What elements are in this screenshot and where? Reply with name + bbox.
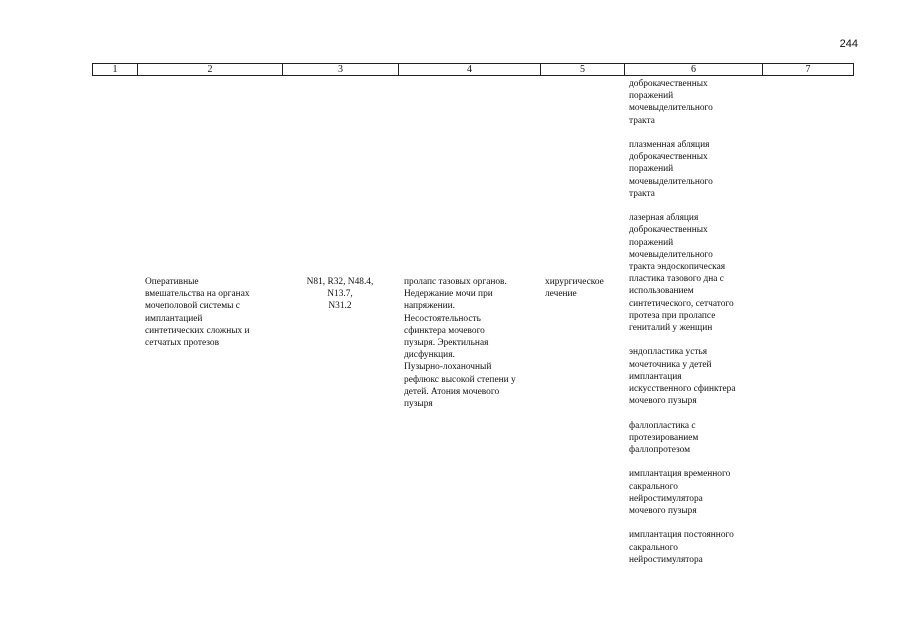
treatment-methods-cell bbox=[629, 78, 759, 566]
page-number: 244 bbox=[839, 38, 858, 50]
column-header-5: 5 bbox=[540, 64, 624, 75]
treatment-type-cell: хирургическое лечение bbox=[545, 277, 604, 300]
column-header-6: 6 bbox=[624, 64, 762, 75]
treatment-method-item: доброкачественных поражений мочевыделительного тракта bbox=[629, 79, 713, 126]
column-header-7: 7 bbox=[762, 64, 854, 75]
table-header-row bbox=[92, 63, 854, 76]
column-header-2: 2 bbox=[137, 64, 282, 75]
intervention-name-cell: Оперативные вмешательства на органах мочеполовой системы с имплантацией синтетических сложных и сетчатых протезов bbox=[145, 277, 250, 349]
treatment-method-item: имплантация постоянного сакрального нейростимулятора bbox=[629, 530, 734, 565]
patient-model-cell: пролапс тазовых органов. Недержание мочи при напряжении. Несостоятельность сфинктера мочевого пузыря. Эректильная дисфункция. Пузырно-лоханочный рефлюкс высокой степени у детей. Атония мочевого пузыря bbox=[404, 277, 516, 410]
treatment-method-item: имплантация временного сакрального нейростимулятора мочевого пузыря bbox=[629, 469, 731, 517]
column-header-4: 4 bbox=[398, 64, 540, 75]
treatment-method-item: лазерная абляция доброкачественных поражений мочевыделительного тракта эндоскопическая пластика тазового дна с использованием синтетического, сетчатого протеза при пролапсе гениталий у женщин bbox=[629, 213, 734, 334]
column-header-3: 3 bbox=[282, 64, 398, 75]
treatment-method-item: плазменная абляция доброкачественных поражений мочевыделительного тракта bbox=[629, 140, 713, 199]
icd-codes-cell: N81, R32, N48.4, N13.7, N31.2 bbox=[306, 277, 374, 312]
treatment-method-item: фаллопластика с протезированием фаллопротезом bbox=[629, 420, 699, 456]
column-header-1: 1 bbox=[92, 64, 137, 75]
treatment-method-item: эндопластика устья мочеточника у детей имплантация искусственного сфинктера мочевого пузыря bbox=[629, 347, 736, 407]
